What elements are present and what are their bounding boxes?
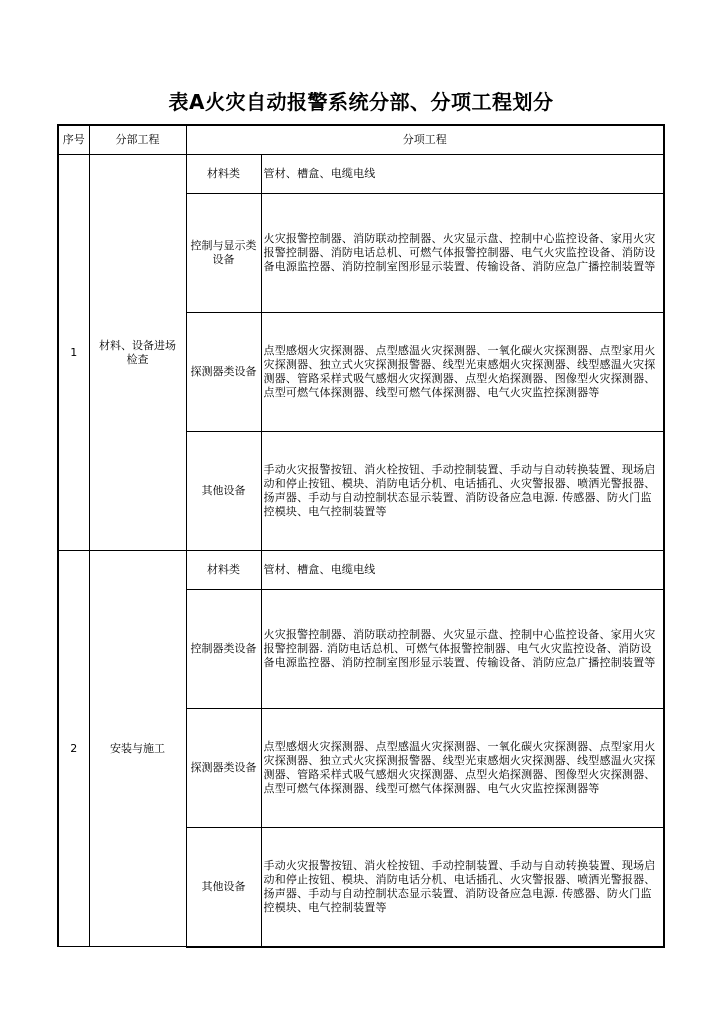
table-row — [58, 155, 664, 194]
category-cell: 控制与显示类设备 — [186, 194, 261, 313]
table-row — [58, 551, 664, 590]
item-cell: 手动火灾报警按钮、消火栓按钮、手动控制装置、手动与自动转换装置、现场启动和停止按钮、模块、消防电话分机、电话插孔、火灾警报器、喷洒光警报器、扬声器、手动与自动控制状态显示装置、消防设备应急电源. 传感器、防火门监控模块、电气控制装置等 — [261, 432, 664, 551]
item-cell: 点型感烟火灾探测器、点型感温火灾探测器、一氧化碳火灾探测器、点型家用火灾探测器、独立式火灾探测报警器、线型光束感烟火灾探测器、线型感温火灾探测器、管路采样式吸气感烟火灾探测器、点型火焰探测器、图像型火灾探测器、点型可燃气体探测器、线型可燃气体探测器、电气火灾监控探测器等 — [261, 709, 664, 828]
item-cell: 火灾报警控制器、消防联动控制器、火灾显示盘、控制中心监控设备、家用火灾报警控制器. 消防电话总机、可燃气体报警控制器、电气火灾监控设备、消防设备电源监控器、消防控制室图形显示装置、传输设备、消防应急广播控制装置等 — [261, 590, 664, 709]
page-title: 表A火灾自动报警系统分部、分项工程划分 — [168, 90, 554, 114]
category-cell: 材料类 — [186, 155, 261, 194]
division-cell: 材料、设备进场检查 — [89, 155, 186, 551]
category-cell: 探测器类设备 — [186, 709, 261, 828]
seq-cell: 1 — [58, 155, 89, 551]
header-division: 分部工程 — [89, 125, 186, 155]
seq-cell: 2 — [58, 551, 89, 947]
category-cell: 控制器类设备 — [186, 590, 261, 709]
category-cell: 其他设备 — [186, 828, 261, 947]
header-subitem: 分项工程 — [186, 125, 664, 155]
category-cell: 探测器类设备 — [186, 313, 261, 432]
item-cell: 点型感烟火灾探测器、点型感温火灾探测器、一氧化碳火灾探测器、点型家用火灾探测器、独立式火灾探测报警器、线型光束感烟火灾探测器、线型感温火灾探测器、管路采样式吸气感烟火灾探测器、点型火焰探测器、图像型火灾探测器、点型可燃气体探测器、线型可燃气体探测器、电气火灾监控探测器等 — [261, 313, 664, 432]
category-cell: 其他设备 — [186, 432, 261, 551]
item-cell: 管材、槽盒、电缆电线 — [261, 155, 664, 194]
division-cell: 安装与施工 — [89, 551, 186, 947]
division-table — [57, 124, 665, 948]
table-header-row — [58, 125, 664, 155]
category-cell: 材料类 — [186, 551, 261, 590]
item-cell: 火灾报警控制器、消防联动控制器、火灾显示盘、控制中心监控设备、家用火灾报警控制器、消防电话总机、可燃气体报警控制器、电气火灾监控设备、消防设备电源监控器、消防控制室图形显示装置、传输设备、消防应急广播控制装置等 — [261, 194, 664, 313]
item-cell: 管材、槽盒、电缆电线 — [261, 551, 664, 590]
header-seq: 序号 — [58, 125, 89, 155]
item-cell: 手动火灾报警按钮、消火栓按钮、手动控制装置、手动与自动转换装置、现场启动和停止按钮、模块、消防电话分机、电话插孔、火灾警报器、喷洒光警报器、扬声器、手动与自动控制状态显示装置、消防设备应急电源. 传感器、防火门监控模块、电气控制装置等 — [261, 828, 664, 947]
